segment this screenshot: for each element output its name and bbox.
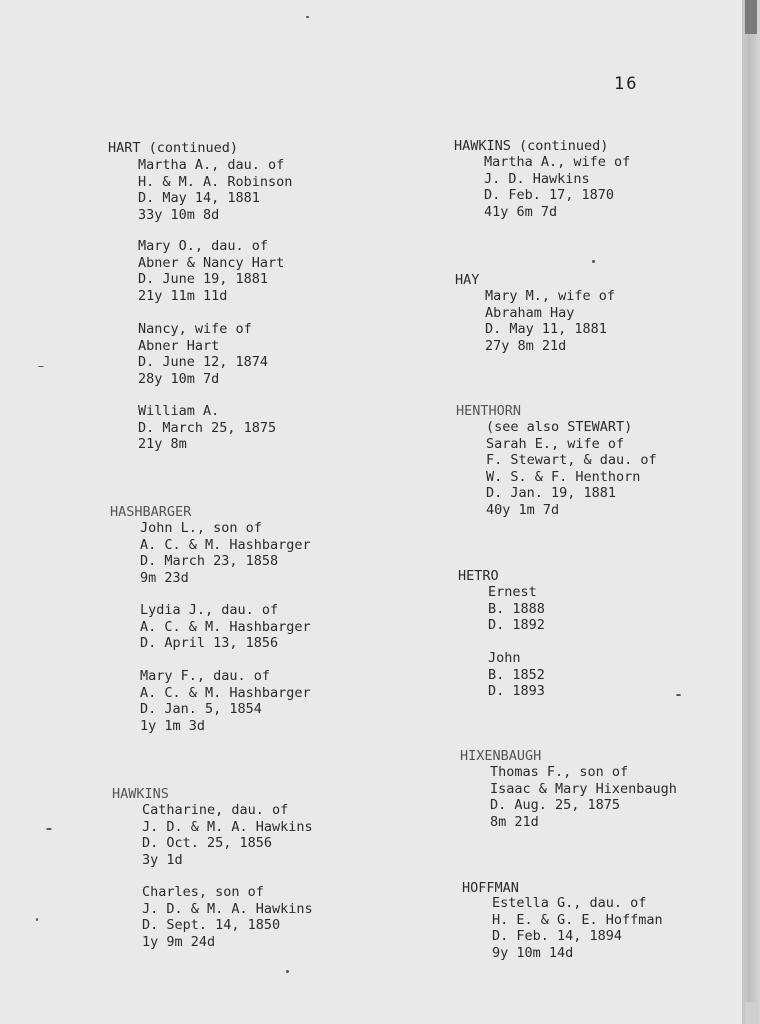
entry-line: D. June 12, 1874	[138, 354, 269, 370]
surname-heading: HIXENBAUGH	[460, 748, 542, 764]
entry-line: D. Jan. 5, 1854	[140, 701, 262, 717]
entry-line: D. June 19, 1881	[138, 271, 269, 287]
entry-line: A. C. & M. Hashbarger	[140, 684, 311, 701]
surname-heading: HASHBARGER	[110, 504, 192, 520]
page-edge-shadow	[745, 0, 757, 34]
entry-line: 41y 6m 7d	[484, 203, 558, 220]
entry-line: D. Aug. 25, 1875	[490, 797, 621, 813]
burial-entry	[138, 403, 276, 453]
surname-section-hixenbaugh	[460, 748, 677, 830]
entry-line: John L., son of	[140, 520, 262, 536]
entry-line: 40y 1m 7d	[486, 501, 560, 518]
entry-line: Ernest	[488, 584, 537, 600]
page-edge	[742, 0, 760, 1024]
entry-line: 8m 21d	[490, 813, 539, 830]
surname-section-hay	[455, 272, 616, 354]
surname-heading: HETRO	[458, 568, 499, 584]
entry-line: Estella G., dau. of	[492, 895, 647, 911]
entry-line: Abner & Nancy Hart	[138, 254, 285, 271]
burial-entry	[142, 884, 313, 950]
entry-line: Catharine, dau. of	[142, 802, 289, 818]
entry-line: 1y 9m 24d	[142, 933, 216, 950]
entry-line: D. Sept. 14, 1850	[142, 917, 281, 933]
entry-line: John	[488, 650, 521, 666]
burial-entry	[140, 602, 311, 652]
scan-speck	[592, 260, 595, 263]
entry-line: (see also STEWART)	[486, 419, 633, 435]
burial-entry	[138, 157, 292, 223]
entry-line: D. 1892	[488, 617, 545, 633]
burial-entry	[140, 520, 311, 586]
surname-section-hashbarger	[110, 504, 311, 734]
entry-line: Martha A., dau. of	[138, 157, 285, 173]
entry-line: William A.	[138, 403, 220, 419]
burial-entry	[490, 764, 677, 830]
entry-line: 3y 1d	[142, 851, 183, 868]
entry-line: Isaac & Mary Hixenbaugh	[490, 780, 677, 797]
entry-line: Lydia J., dau. of	[140, 602, 279, 618]
entry-line: J. D. Hawkins	[484, 170, 590, 187]
entry-line: Mary M., wife of	[485, 288, 616, 304]
scan-speck	[46, 828, 52, 830]
surname-section-hoffman	[462, 880, 663, 961]
entry-line: J. D. & M. A. Hawkins	[142, 818, 313, 835]
entry-line: D. March 25, 1875	[138, 419, 277, 436]
entry-line: Nancy, wife of	[138, 321, 252, 337]
surname-heading: HENTHORN	[456, 403, 522, 419]
entry-line: Charles, son of	[142, 884, 264, 900]
entry-line: D. Feb. 17, 1870	[484, 187, 615, 203]
entry-line: Sarah E., wife of	[486, 435, 625, 452]
scan-speck	[676, 694, 681, 696]
entry-line: 21y 11m 11d	[138, 287, 228, 304]
surname-section-hawkins-continued	[454, 138, 631, 220]
entry-line: Thomas F., son of	[490, 764, 629, 780]
burial-entry	[488, 650, 545, 700]
scan-speck	[306, 16, 309, 18]
burial-entry	[485, 288, 615, 354]
entry-line: H. & M. A. Robinson	[138, 173, 293, 190]
entry-line: W. S. & F. Henthorn	[486, 468, 641, 485]
entry-line: Abraham Hay	[485, 304, 575, 321]
entry-line: D. 1893	[488, 683, 545, 699]
entry-line: B. 1888	[488, 600, 545, 617]
burial-entry	[138, 238, 284, 304]
entry-line: D. Feb. 14, 1894	[492, 928, 623, 944]
entry-line: D. May 14, 1881	[138, 190, 260, 206]
entry-line: H. E. & G. E. Hoffman	[492, 911, 663, 928]
surname-heading: HAWKINS	[112, 786, 169, 802]
entry-line: 9m 23d	[140, 569, 189, 586]
entry-line: 27y 8m 21d	[485, 337, 567, 354]
entry-line: D. April 13, 1856	[140, 635, 279, 651]
entry-line: D. May 11, 1881	[485, 321, 607, 337]
entry-line: F. Stewart, & dau. of	[486, 452, 657, 468]
entry-line: D. March 23, 1858	[140, 553, 279, 569]
entry-line: A. C. & M. Hashbarger	[140, 618, 311, 635]
surname-section-hart	[108, 140, 293, 452]
burial-entry	[484, 154, 630, 220]
page-edge-shadow	[745, 1002, 757, 1024]
entry-line: 9y 10m 14d	[492, 944, 574, 961]
entry-line: 33y 10m 8d	[138, 206, 220, 223]
surname-heading: HAWKINS (continued)	[454, 138, 609, 154]
surname-heading: HAY	[455, 272, 480, 288]
scan-speck	[36, 918, 38, 921]
entry-line: B. 1852	[488, 666, 545, 683]
entry-line: J. D. & M. A. Hawkins	[142, 900, 313, 917]
entry-line: D. Oct. 25, 1856	[142, 835, 273, 851]
surname-section-hetro	[458, 568, 545, 699]
burial-entry	[142, 802, 313, 868]
surname-heading: HOFFMAN	[462, 880, 519, 896]
surname-section-hawkins	[112, 786, 313, 950]
surname-heading: HART (continued)	[108, 140, 239, 156]
burial-entry	[492, 895, 663, 961]
burial-entry	[138, 321, 268, 387]
burial-entry	[140, 668, 311, 734]
entry-line: A. C. & M. Hashbarger	[140, 536, 311, 553]
entry-line: 28y 10m 7d	[138, 370, 220, 387]
entry-line: 1y 1m 3d	[140, 717, 206, 734]
entry-line: 21y 8m	[138, 436, 187, 452]
burial-entry	[486, 419, 657, 518]
scan-speck	[286, 970, 289, 973]
entry-line: Abner Hart	[138, 337, 220, 354]
entry-line: Martha A., wife of	[484, 154, 631, 170]
entry-line: Mary F., dau. of	[140, 668, 271, 684]
entry-line: Mary O., dau. of	[138, 238, 269, 254]
entry-line: D. Jan. 19, 1881	[486, 485, 617, 501]
burial-entry	[488, 584, 545, 634]
page-number: 16	[614, 74, 639, 94]
scan-speck	[38, 366, 44, 367]
surname-section-henthorn	[456, 403, 657, 518]
